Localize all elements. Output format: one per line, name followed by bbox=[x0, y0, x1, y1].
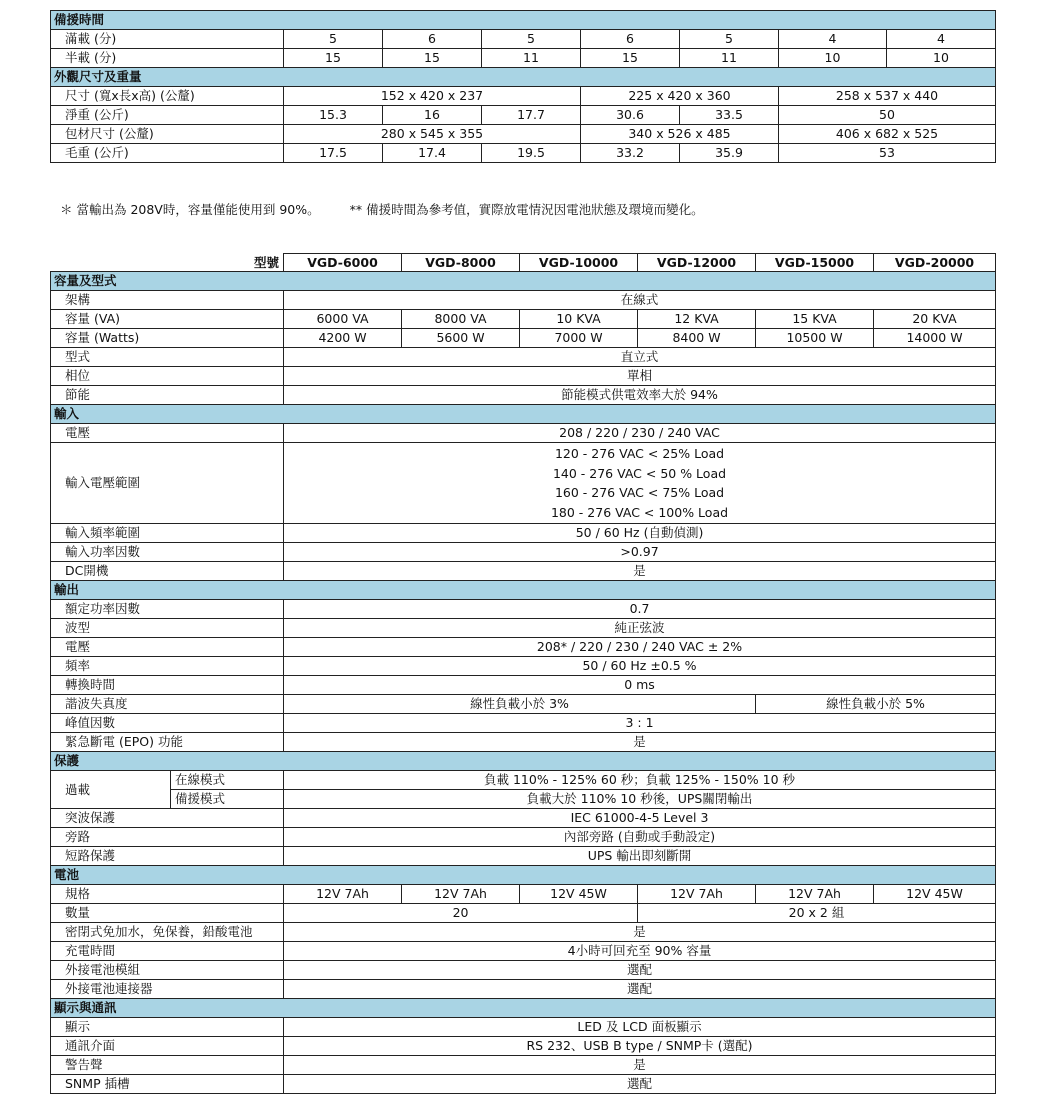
sub-label: 在線模式 bbox=[171, 771, 284, 790]
table-row bbox=[51, 676, 996, 695]
table-row bbox=[51, 329, 996, 348]
cell: 33.5 bbox=[680, 106, 779, 125]
row-label: 數量 bbox=[51, 904, 284, 923]
cell: 152 x 420 x 237 bbox=[284, 87, 581, 106]
cell: 線性負載小於 3% bbox=[284, 695, 756, 714]
table-row bbox=[51, 847, 996, 866]
cell: 是 bbox=[284, 1056, 996, 1075]
row-label: 容量 (Watts) bbox=[51, 329, 284, 348]
section-runtime: 備援時間 bbox=[51, 11, 996, 30]
cell: 8000 VA bbox=[402, 310, 520, 329]
cell: 負載 110% - 125% 60 秒；負載 125% - 150% 10 秒 bbox=[284, 771, 996, 790]
cell: 選配 bbox=[284, 961, 996, 980]
cell: UPS 輸出即刻斷開 bbox=[284, 847, 996, 866]
cell: 20 bbox=[284, 904, 638, 923]
row-label: 型式 bbox=[51, 348, 284, 367]
row-label: 額定功率因數 bbox=[51, 600, 284, 619]
cell: 6000 VA bbox=[284, 310, 402, 329]
cell: 6 bbox=[383, 30, 482, 49]
table-row bbox=[51, 543, 996, 562]
row-label: DC開機 bbox=[51, 562, 284, 581]
cell: 14000 W bbox=[874, 329, 996, 348]
table-row bbox=[51, 1018, 996, 1037]
cell: 10 bbox=[887, 49, 996, 68]
cell: 4200 W bbox=[284, 329, 402, 348]
cell: 258 x 537 x 440 bbox=[779, 87, 996, 106]
row-label: 頻率 bbox=[51, 657, 284, 676]
table-row bbox=[51, 809, 996, 828]
cell: 節能模式供電效率大於 94% bbox=[284, 386, 996, 405]
cell: 15.3 bbox=[284, 106, 383, 125]
table-row bbox=[51, 30, 996, 49]
row-label: 淨重 (公斤) bbox=[51, 106, 284, 125]
cell: 4 bbox=[887, 30, 996, 49]
cell: 16 bbox=[383, 106, 482, 125]
section-battery: 電池 bbox=[51, 866, 996, 885]
row-label: 旁路 bbox=[51, 828, 284, 847]
cell: 15 bbox=[383, 49, 482, 68]
cell: 純正弦波 bbox=[284, 619, 996, 638]
cell: 3 : 1 bbox=[284, 714, 996, 733]
table-row bbox=[51, 904, 996, 923]
cell: 10 bbox=[779, 49, 887, 68]
table-row bbox=[51, 386, 996, 405]
sub-label: 備援模式 bbox=[171, 790, 284, 809]
row-label: 顯示 bbox=[51, 1018, 284, 1037]
row-label: 輸入電壓範圍 bbox=[51, 443, 284, 524]
model-name: VGD-8000 bbox=[402, 254, 520, 272]
row-label: SNMP 插槽 bbox=[51, 1075, 284, 1094]
cell: >0.97 bbox=[284, 543, 996, 562]
row-label: 滿載 (分) bbox=[51, 30, 284, 49]
input-range-lines bbox=[284, 443, 996, 524]
cell: 負載大於 110% 10 秒後，UPS關閉輸出 bbox=[284, 790, 996, 809]
section-dimensions: 外觀尺寸及重量 bbox=[51, 68, 996, 87]
cell: 5 bbox=[680, 30, 779, 49]
runtime-dimensions-table bbox=[50, 10, 996, 163]
cell: RS 232、USB B type / SNMP卡 (選配) bbox=[284, 1037, 996, 1056]
cell: 35.9 bbox=[680, 144, 779, 163]
cell: 17.5 bbox=[284, 144, 383, 163]
cell: 11 bbox=[482, 49, 581, 68]
model-name: VGD-15000 bbox=[756, 254, 874, 272]
table-row bbox=[51, 771, 996, 790]
table-row bbox=[51, 106, 996, 125]
section-protection: 保護 bbox=[51, 752, 996, 771]
range-line: 140 - 276 VAC < 50 % Load bbox=[552, 465, 727, 481]
model-label: 型號 bbox=[51, 254, 284, 272]
cell: 406 x 682 x 525 bbox=[779, 125, 996, 144]
range-line: 120 - 276 VAC < 25% Load bbox=[554, 446, 725, 461]
model-name: VGD-20000 bbox=[874, 254, 996, 272]
row-label: 相位 bbox=[51, 367, 284, 386]
cell: 是 bbox=[284, 733, 996, 752]
range-line: 160 - 276 VAC < 75% Load bbox=[554, 485, 725, 500]
row-label: 毛重 (公斤) bbox=[51, 144, 284, 163]
cell: 單相 bbox=[284, 367, 996, 386]
table-row bbox=[51, 87, 996, 106]
table-row bbox=[51, 714, 996, 733]
table-row bbox=[51, 367, 996, 386]
table-row bbox=[51, 619, 996, 638]
row-label: 輸入功率因數 bbox=[51, 543, 284, 562]
table-row bbox=[51, 961, 996, 980]
table-row bbox=[51, 600, 996, 619]
table-row bbox=[51, 424, 996, 443]
model-name: VGD-12000 bbox=[638, 254, 756, 272]
cell: 12V 7Ah bbox=[284, 885, 402, 904]
cell: 12V 45W bbox=[520, 885, 638, 904]
row-label: 規格 bbox=[51, 885, 284, 904]
table-row bbox=[51, 125, 996, 144]
row-label: 緊急斷電 (EPO) 功能 bbox=[51, 733, 284, 752]
table-row bbox=[51, 828, 996, 847]
table-row bbox=[51, 923, 996, 942]
row-label: 短路保護 bbox=[51, 847, 284, 866]
cell: 340 x 526 x 485 bbox=[581, 125, 779, 144]
cell: 7000 W bbox=[520, 329, 638, 348]
cell: 50 bbox=[779, 106, 996, 125]
table-row bbox=[51, 1037, 996, 1056]
cell: 10500 W bbox=[756, 329, 874, 348]
row-label: 警告聲 bbox=[51, 1056, 284, 1075]
footnotes bbox=[60, 200, 730, 218]
table-row bbox=[51, 657, 996, 676]
cell: 208* / 220 / 230 / 240 VAC ± 2% bbox=[284, 638, 996, 657]
model-name: VGD-10000 bbox=[520, 254, 638, 272]
section-display: 顯示與通訊 bbox=[51, 999, 996, 1018]
cell: 15 bbox=[581, 49, 680, 68]
footnote-runtime: ** 備援時間為參考值，實際放電情況因電池狀態及環境而變化。 bbox=[349, 202, 704, 217]
row-label: 突波保護 bbox=[51, 809, 284, 828]
row-label: 峰值因數 bbox=[51, 714, 284, 733]
cell: 4小時可回充至 90% 容量 bbox=[284, 942, 996, 961]
cell: 30.6 bbox=[581, 106, 680, 125]
cell: 12 KVA bbox=[638, 310, 756, 329]
table-row bbox=[51, 980, 996, 999]
cell: 是 bbox=[284, 923, 996, 942]
cell: 19.5 bbox=[482, 144, 581, 163]
table-row bbox=[51, 638, 996, 657]
cell: 20 KVA bbox=[874, 310, 996, 329]
row-label: 波型 bbox=[51, 619, 284, 638]
cell: 12V 45W bbox=[874, 885, 996, 904]
table-row bbox=[51, 942, 996, 961]
cell: 33.2 bbox=[581, 144, 680, 163]
section-input: 輸入 bbox=[51, 405, 996, 424]
row-label: 密閉式免加水，免保養，鉛酸電池 bbox=[51, 923, 284, 942]
cell: 在線式 bbox=[284, 291, 996, 310]
row-label: 通訊介面 bbox=[51, 1037, 284, 1056]
row-label: 轉換時間 bbox=[51, 676, 284, 695]
table-row bbox=[51, 1075, 996, 1094]
row-label: 半載 (分) bbox=[51, 49, 284, 68]
table-row bbox=[51, 291, 996, 310]
cell: 53 bbox=[779, 144, 996, 163]
table-row bbox=[51, 443, 996, 524]
cell: 15 bbox=[284, 49, 383, 68]
row-label: 架構 bbox=[51, 291, 284, 310]
table-row bbox=[51, 695, 996, 714]
table-row bbox=[51, 733, 996, 752]
cell: 208 / 220 / 230 / 240 VAC bbox=[284, 424, 996, 443]
cell: 20 x 2 組 bbox=[638, 904, 996, 923]
row-label: 過載 bbox=[51, 771, 171, 809]
cell: 0.7 bbox=[284, 600, 996, 619]
model-header-row bbox=[51, 254, 996, 272]
cell: 50 / 60 Hz (自動偵測) bbox=[284, 524, 996, 543]
row-label: 電壓 bbox=[51, 638, 284, 657]
cell: 8400 W bbox=[638, 329, 756, 348]
cell: 225 x 420 x 360 bbox=[581, 87, 779, 106]
row-label: 外接電池連接器 bbox=[51, 980, 284, 999]
cell: 內部旁路 (自動或手動設定) bbox=[284, 828, 996, 847]
cell: 17.4 bbox=[383, 144, 482, 163]
cell: 50 / 60 Hz ±0.5 % bbox=[284, 657, 996, 676]
cell: 0 ms bbox=[284, 676, 996, 695]
table-row bbox=[51, 562, 996, 581]
cell: 線性負載小於 5% bbox=[756, 695, 996, 714]
cell: 5 bbox=[482, 30, 581, 49]
table-row bbox=[51, 49, 996, 68]
cell: 280 x 545 x 355 bbox=[284, 125, 581, 144]
row-label: 充電時間 bbox=[51, 942, 284, 961]
cell: 選配 bbox=[284, 980, 996, 999]
row-label: 容量 (VA) bbox=[51, 310, 284, 329]
section-capacity: 容量及型式 bbox=[51, 272, 996, 291]
cell: 15 KVA bbox=[756, 310, 874, 329]
range-line: 180 - 276 VAC < 100% Load bbox=[550, 504, 729, 520]
cell: 12V 7Ah bbox=[402, 885, 520, 904]
table-row bbox=[51, 348, 996, 367]
cell: 12V 7Ah bbox=[638, 885, 756, 904]
row-label: 諧波失真度 bbox=[51, 695, 284, 714]
cell: 直立式 bbox=[284, 348, 996, 367]
cell: 10 KVA bbox=[520, 310, 638, 329]
footnote-voltage: ＊ 當輸出為 208V時，容量僅能使用到 90%。 bbox=[60, 202, 320, 217]
section-output: 輸出 bbox=[51, 581, 996, 600]
cell: 12V 7Ah bbox=[756, 885, 874, 904]
cell: 是 bbox=[284, 562, 996, 581]
table-row bbox=[51, 524, 996, 543]
cell: 5600 W bbox=[402, 329, 520, 348]
cell: 11 bbox=[680, 49, 779, 68]
spec-table bbox=[50, 253, 996, 1094]
row-label: 節能 bbox=[51, 386, 284, 405]
table-row bbox=[51, 310, 996, 329]
table-row bbox=[51, 1056, 996, 1075]
model-name: VGD-6000 bbox=[284, 254, 402, 272]
row-label: 尺寸 (寬x長x高) (公釐) bbox=[51, 87, 284, 106]
cell: 17.7 bbox=[482, 106, 581, 125]
table-row bbox=[51, 885, 996, 904]
cell: IEC 61000-4-5 Level 3 bbox=[284, 809, 996, 828]
cell: 5 bbox=[284, 30, 383, 49]
cell: 6 bbox=[581, 30, 680, 49]
row-label: 電壓 bbox=[51, 424, 284, 443]
table-row bbox=[51, 144, 996, 163]
row-label: 外接電池模組 bbox=[51, 961, 284, 980]
table-row bbox=[51, 790, 996, 809]
cell: LED 及 LCD 面板顯示 bbox=[284, 1018, 996, 1037]
cell: 4 bbox=[779, 30, 887, 49]
row-label: 輸入頻率範圍 bbox=[51, 524, 284, 543]
cell: 選配 bbox=[284, 1075, 996, 1094]
row-label: 包材尺寸 (公釐) bbox=[51, 125, 284, 144]
